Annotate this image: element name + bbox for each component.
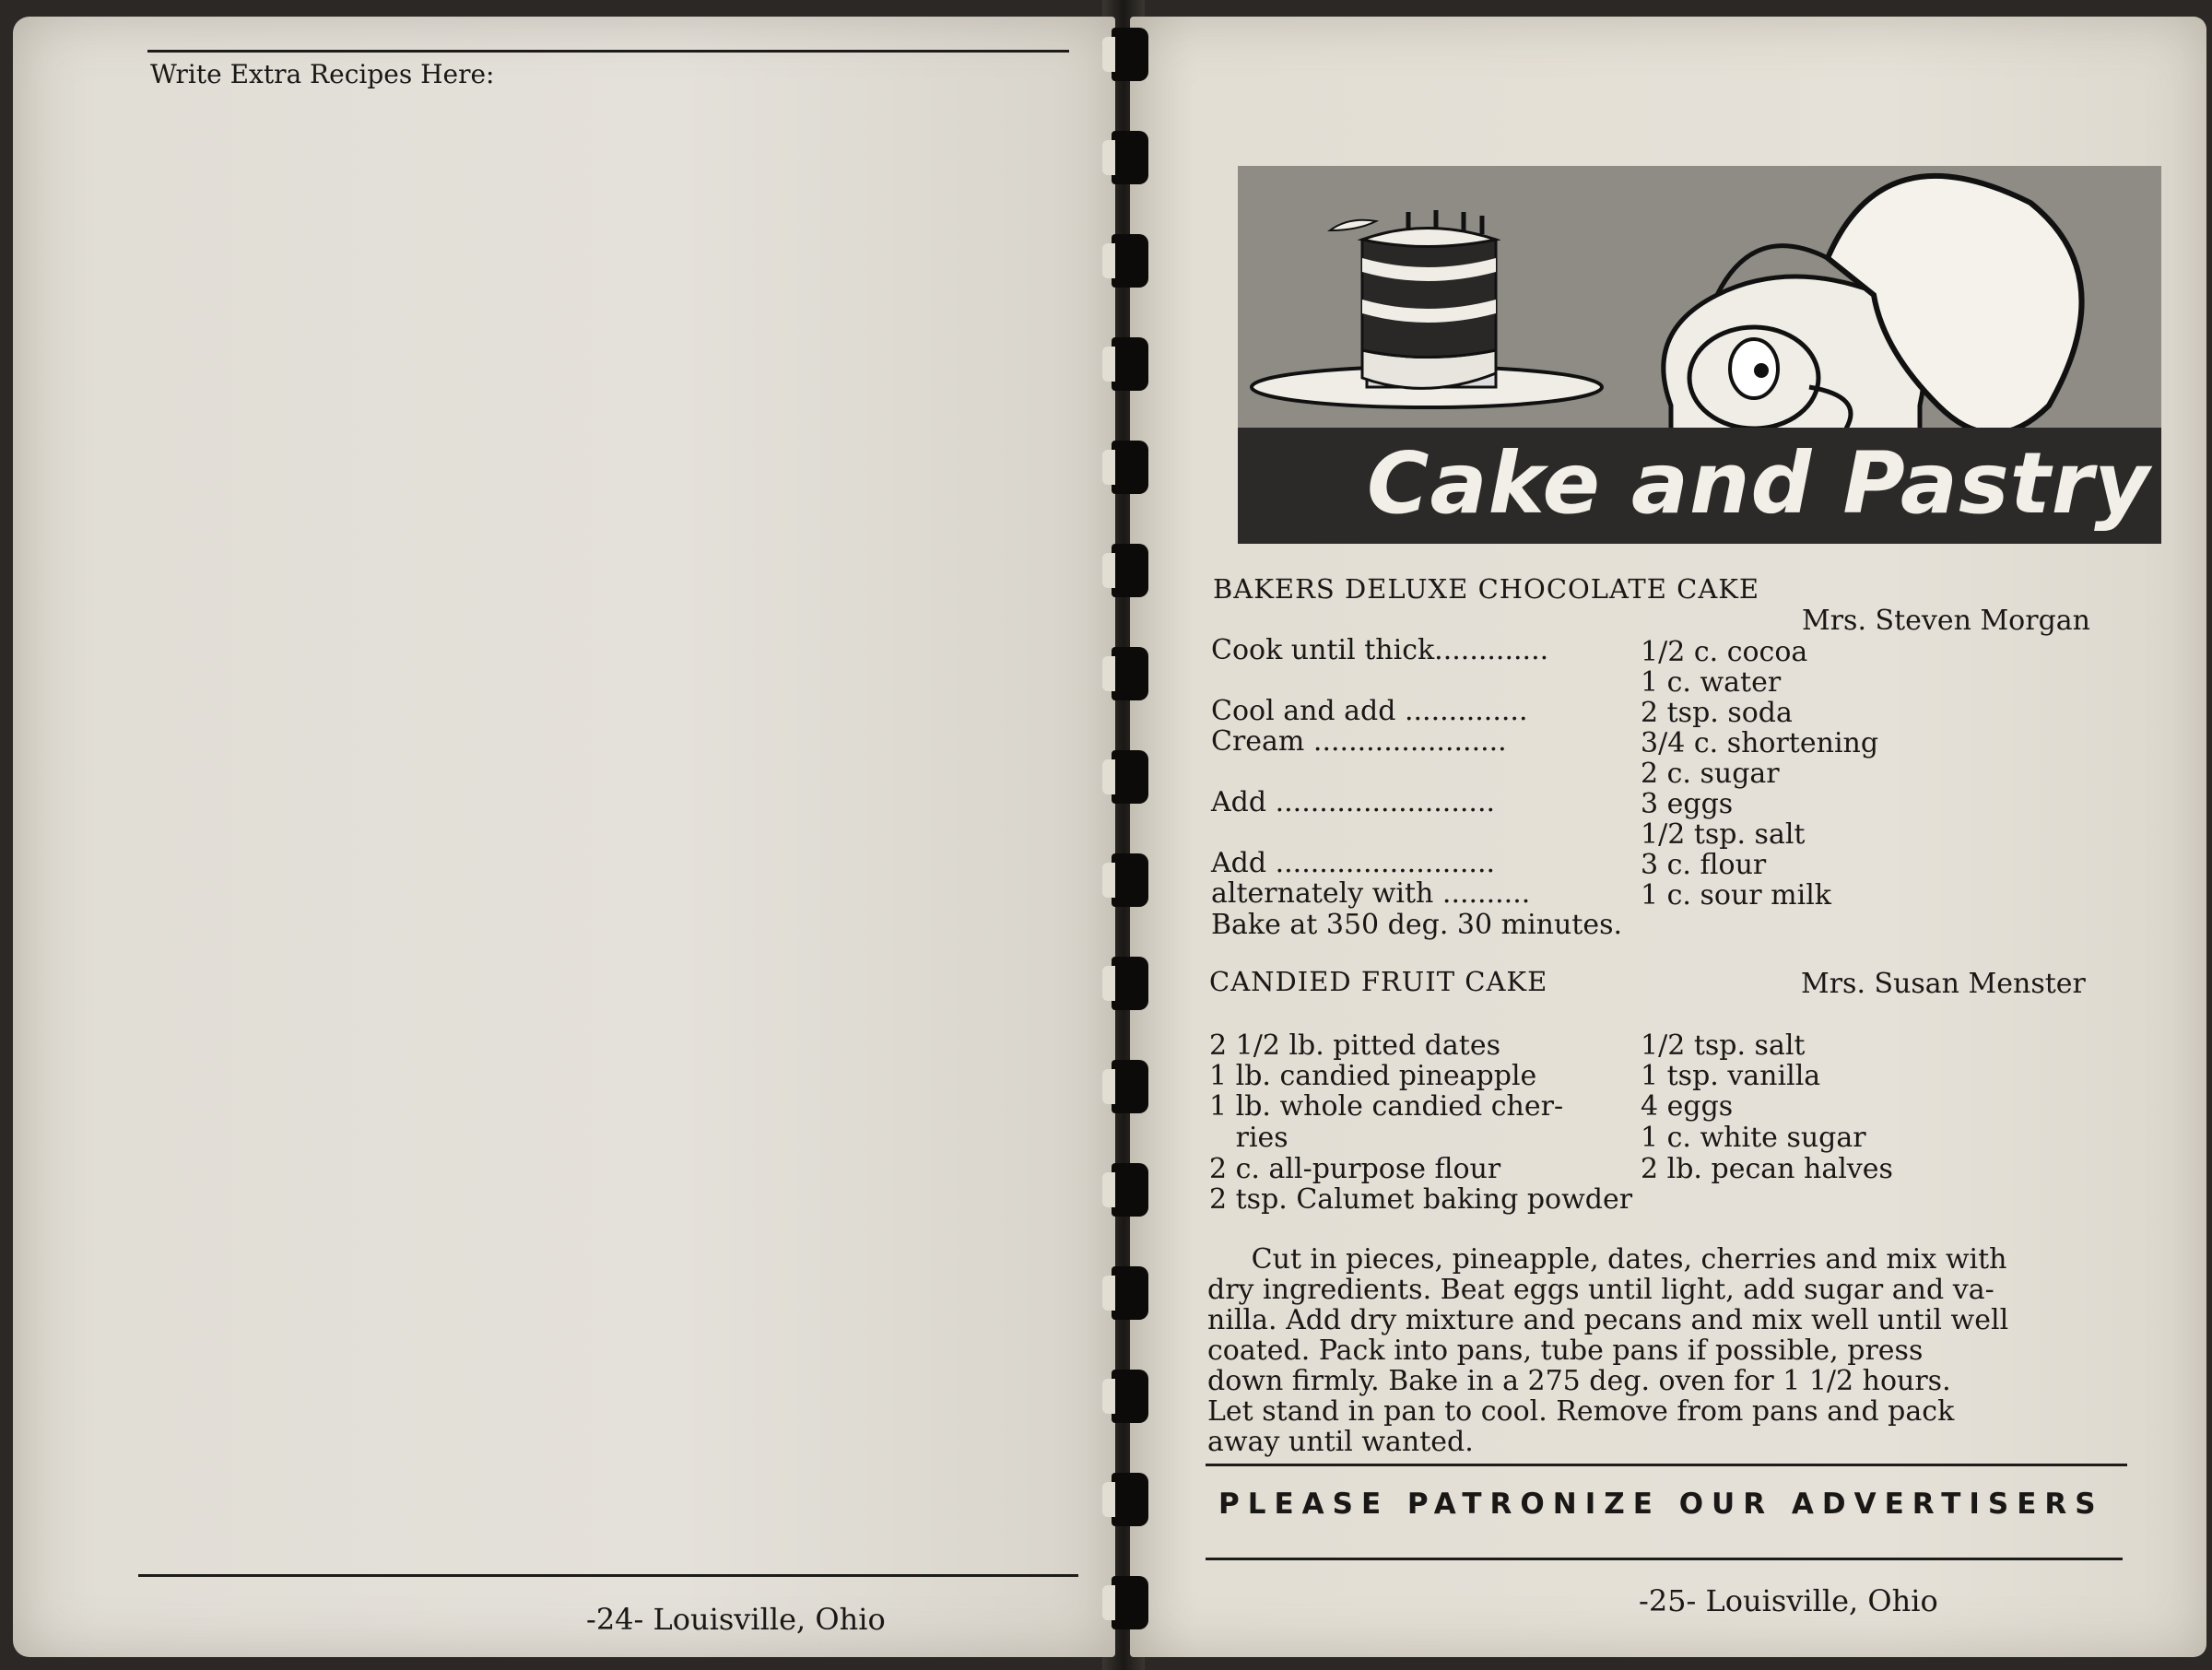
instruction-line: down firmly. Bake in a 275 deg. oven for 1 1/2 hours. <box>1207 1365 1951 1397</box>
left-header-rule <box>147 50 1069 53</box>
step-ingredient: 1 c. sour milk <box>1641 879 1831 911</box>
step-label: alternately with .......... <box>1211 877 1531 910</box>
ingredient: 2 c. all-purpose flour <box>1209 1153 1501 1185</box>
ingredient: 1 c. white sugar <box>1641 1122 1866 1154</box>
step-ingredient: 2 c. sugar <box>1641 758 1780 790</box>
instruction-line: nilla. Add dry mixture and pecans and mix well until well <box>1207 1304 2009 1336</box>
instruction-line: Cut in pieces, pineapple, dates, cherries and mix with <box>1207 1243 2007 1276</box>
coil <box>1112 544 1148 597</box>
coil <box>1112 337 1148 391</box>
coil <box>1112 1576 1148 1629</box>
recipe1-author: Mrs. Steven Morgan <box>1802 605 2090 637</box>
step-ingredient: 2 tsp. soda <box>1641 697 1793 729</box>
step-ingredient: 3 eggs <box>1641 788 1734 820</box>
ingredient: 1/2 tsp. salt <box>1641 1029 1806 1062</box>
coil <box>1112 957 1148 1010</box>
step-label: Cream ...................... <box>1211 725 1507 758</box>
ingredient: 1 tsp. vanilla <box>1641 1060 1821 1092</box>
step-label: Add ......................... <box>1211 786 1496 818</box>
coil <box>1112 28 1148 81</box>
step-ingredient: 1/2 tsp. salt <box>1641 818 1806 851</box>
recipe2-instructions <box>1207 1244 2111 1457</box>
right-page-folio: -25- Louisville, Ohio <box>1639 1583 1938 1618</box>
coil <box>1112 1473 1148 1526</box>
advert-bottom-rule <box>1206 1558 2123 1560</box>
ingredient: 1 lb. whole candied cher- <box>1209 1090 1564 1123</box>
coil <box>1112 1163 1148 1217</box>
coil <box>1112 750 1148 804</box>
cake-and-pastry-banner <box>1238 166 2161 544</box>
coil <box>1112 1266 1148 1320</box>
coil <box>1112 1370 1148 1423</box>
instruction-line: coated. Pack into pans, tube pans if possible, press <box>1207 1335 1924 1367</box>
ingredient: 2 1/2 lb. pitted dates <box>1209 1029 1501 1062</box>
step-ingredient: 3/4 c. shortening <box>1641 727 1879 759</box>
ingredient: 2 tsp. Calumet baking powder <box>1209 1183 1633 1216</box>
left-page-header: Write Extra Recipes Here: <box>150 59 495 89</box>
step-ingredient: 1/2 c. cocoa <box>1641 636 1808 668</box>
ingredient: 4 eggs <box>1641 1090 1734 1123</box>
instruction-line: away until wanted. <box>1207 1426 1474 1458</box>
instruction-line: dry ingredients. Beat eggs until light, add sugar and va- <box>1207 1274 1994 1306</box>
recipe2-title: CANDIED FRUIT CAKE <box>1209 966 1548 997</box>
step-ingredient: 1 c. water <box>1641 666 1782 699</box>
step-label: Cook until thick............. <box>1211 634 1549 666</box>
coil <box>1112 853 1148 907</box>
ingredient: 1 lb. candied pineapple <box>1209 1060 1537 1092</box>
coil <box>1112 131 1148 184</box>
coil <box>1112 1060 1148 1113</box>
left-footer-rule <box>138 1574 1078 1577</box>
coil <box>1112 647 1148 700</box>
step-ingredient: 3 c. flour <box>1641 849 1767 881</box>
left-page-folio: -24- Louisville, Ohio <box>586 1602 886 1637</box>
ingredient: ries <box>1209 1122 1288 1154</box>
recipe2-author: Mrs. Susan Menster <box>1801 968 2086 1000</box>
left-page <box>13 17 1115 1657</box>
coil <box>1112 441 1148 494</box>
instruction-line: Let stand in pan to cool. Remove from pans and pack <box>1207 1395 1955 1428</box>
coil <box>1112 234 1148 288</box>
step-label: Cool and add .............. <box>1211 695 1528 727</box>
ingredient: 2 lb. pecan halves <box>1641 1153 1893 1185</box>
advert-top-rule <box>1206 1464 2127 1466</box>
step-label: Add ......................... <box>1211 847 1496 879</box>
advertisers-banner: PLEASE PATRONIZE OUR ADVERTISERS <box>1218 1488 2104 1521</box>
section-title: Cake and Pastry <box>1367 434 2151 533</box>
recipe1-bake-note: Bake at 350 deg. 30 minutes. <box>1211 909 1623 941</box>
recipe1-title: BAKERS DELUXE CHOCOLATE CAKE <box>1213 573 1760 605</box>
